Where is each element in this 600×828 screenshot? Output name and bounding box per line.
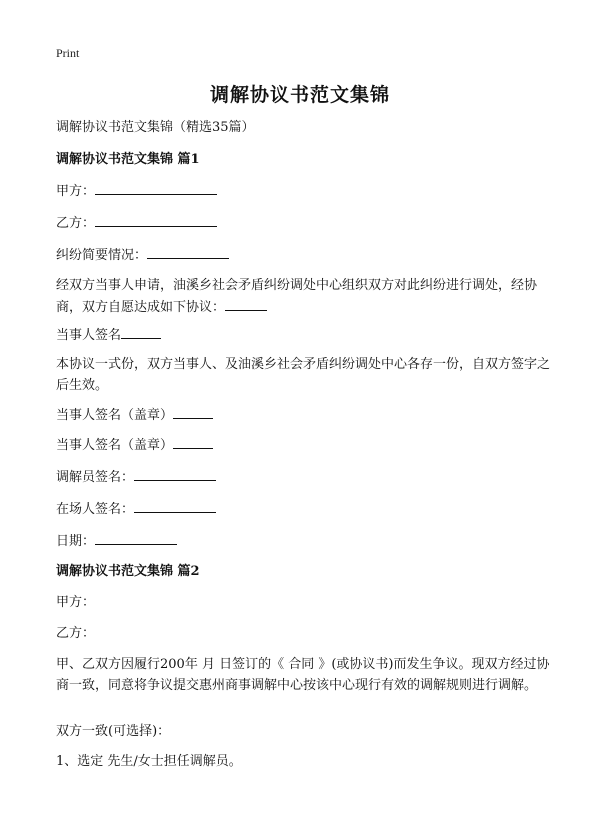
party-signature-blank [121, 324, 161, 339]
section1-date [56, 530, 177, 552]
section1-party-a [56, 180, 217, 202]
party-b-blank [95, 212, 217, 227]
dispute-summary-blank [147, 244, 229, 259]
witness-signature-label: 在场人签名： [56, 502, 135, 517]
section1-party-signature [56, 324, 161, 346]
section1-mediator-signature [56, 466, 216, 488]
section1-witness-signature [56, 498, 216, 520]
signature-seal-1-label: 当事人签名（盖章） [56, 408, 174, 423]
document-subtitle: 调解协议书范文集锦（精选35篇） [56, 120, 255, 135]
dispute-summary-label: 纠纷简要情况： [56, 248, 148, 263]
intro-text: 经双方当事人申请，油溪乡社会矛盾纠纷调处中心组织双方对此纠纷进行调处，经协商，双方自愿达成如下协议： [56, 278, 538, 315]
section1-signature-seal-1 [56, 404, 213, 426]
section1-copies-paragraph: 本协议一式份，双方当事人、及油溪乡社会矛盾纠纷调处中心各存一份，自双方签字之后生效。 [56, 357, 551, 393]
print-link[interactable]: Print [56, 46, 80, 60]
section2-heading: 调解协议书范文集锦 篇2 [56, 564, 200, 579]
section1-heading: 调解协议书范文集锦 篇1 [56, 152, 200, 167]
mediator-signature-blank [134, 466, 216, 481]
signature-seal-1-blank [173, 404, 213, 419]
section2-party-a: 甲方： [56, 595, 96, 610]
intro-blank [225, 296, 267, 311]
date-blank [95, 530, 177, 545]
party-signature-label: 当事人签名 [56, 328, 122, 343]
section2-agreement-intro: 双方一致(可选择)： [56, 724, 171, 739]
section1-intro-paragraph [56, 275, 556, 318]
section1-dispute-summary [56, 244, 229, 266]
party-b-label: 乙方： [56, 216, 96, 231]
signature-seal-2-label: 当事人签名（盖章） [56, 438, 174, 453]
signature-seal-2-blank [173, 434, 213, 449]
date-label: 日期： [56, 534, 96, 549]
party-a-blank [95, 180, 217, 195]
section2-party-b: 乙方： [56, 626, 96, 641]
section2-dispute-paragraph: 甲、乙双方因履行200年 月 日签订的《 合同 》(或协议书)而发生争议。现双方经过协商一致，同意将争议提交惠州商事调解中心按该中心现行有效的调解规则进行调解。 [56, 657, 550, 693]
section1-party-b [56, 212, 217, 234]
document-title: 调解协议书范文集锦 [209, 84, 390, 106]
section2-item-1: 1、选定 先生/女士担任调解员。 [56, 754, 242, 769]
witness-signature-blank [134, 498, 216, 513]
mediator-signature-label: 调解员签名： [56, 470, 135, 485]
section1-signature-seal-2 [56, 434, 213, 456]
party-a-label: 甲方： [56, 184, 96, 199]
